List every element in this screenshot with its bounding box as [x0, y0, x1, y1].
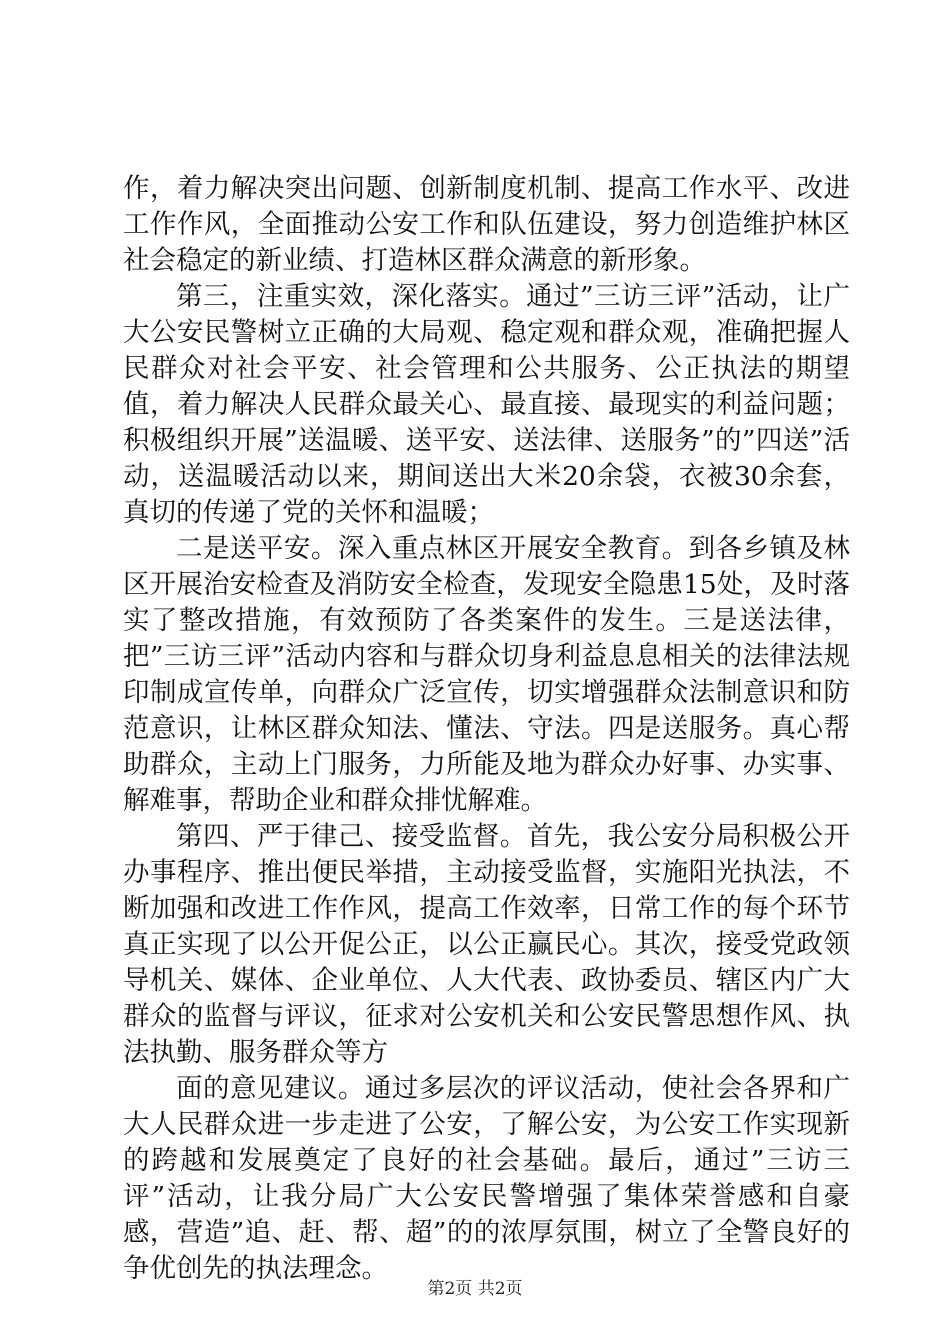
- paragraph-3: 二是送平安。深入重点林区开展安全教育。到各乡镇及林区开展治安检查及消防安全检查，发现安全隐患15处，及时落实了整改措施，有效预防了各类案件的发生。三是送法律，把”三访三评”活动内容和与群众切身利益息息相关的法律法规印制成宣传单，向群众广泛宣传，切实增强群众法制意识和防范意识，让林区群众知法、懂法、守法。四是送服务。真心帮助群众，主动上门服务，力所能及地为群众办好事、办实事、解难事，帮助企业和群众排忧解难。: [123, 533, 850, 816]
- document-body: [123, 171, 850, 1287]
- paragraph-5: 面的意见建议。通过多层次的评议活动，使社会各界和广大人民群众进一步走进了公安，了解公安，为公安工作实现新的跨越和发展奠定了良好的社会基础。最后，通过”三访三评”活动，让我分局广大公安民警增强了集体荣誉感和自豪感，营造”追、赶、帮、超”的的浓厚氛围，树立了全警良好的争优创先的执法理念。: [123, 1073, 850, 1284]
- page-footer: 第2页 共2页: [427, 1279, 523, 1299]
- paragraph-4: 第四、严于律己、接受监督。首先，我公安分局积极公开办事程序、推出便民举措，主动接受监督，实施阳光执法，不断加强和改进工作作风，提高工作效率，日常工作的每个环节真正实现了以公开促公正，以公正赢民心。其次，接受党政领导机关、媒体、企业单位、人大代表、政协委员、辖区内广大群众的监督与评议，征求对公安机关和公安民警思想作风、执法执勤、服务群众等方: [123, 821, 850, 1068]
- paragraph-2: 第三，注重实效，深化落实。通过”三访三评”活动，让广大公安民警树立正确的大局观、稳定观和群众观，准确把握人民群众对社会平安、社会管理和公共服务、公正执法的期望值，着力解决人民群众最关心、最直接、最现实的利益问题；积极组织开展”送温暖、送平安、送法律、送服务”的”四送”活动，送温暖活动以来，期间送出大米20余袋，衣被30余套，真切的传递了党的关怀和温暖；: [123, 281, 850, 528]
- paragraph-1: 作，着力解决突出问题、创新制度机制、提高工作水平、改进工作作风，全面推动公安工作和队伍建设，努力创造维护林区社会稳定的新业绩、打造林区群众满意的新形象。: [123, 173, 850, 276]
